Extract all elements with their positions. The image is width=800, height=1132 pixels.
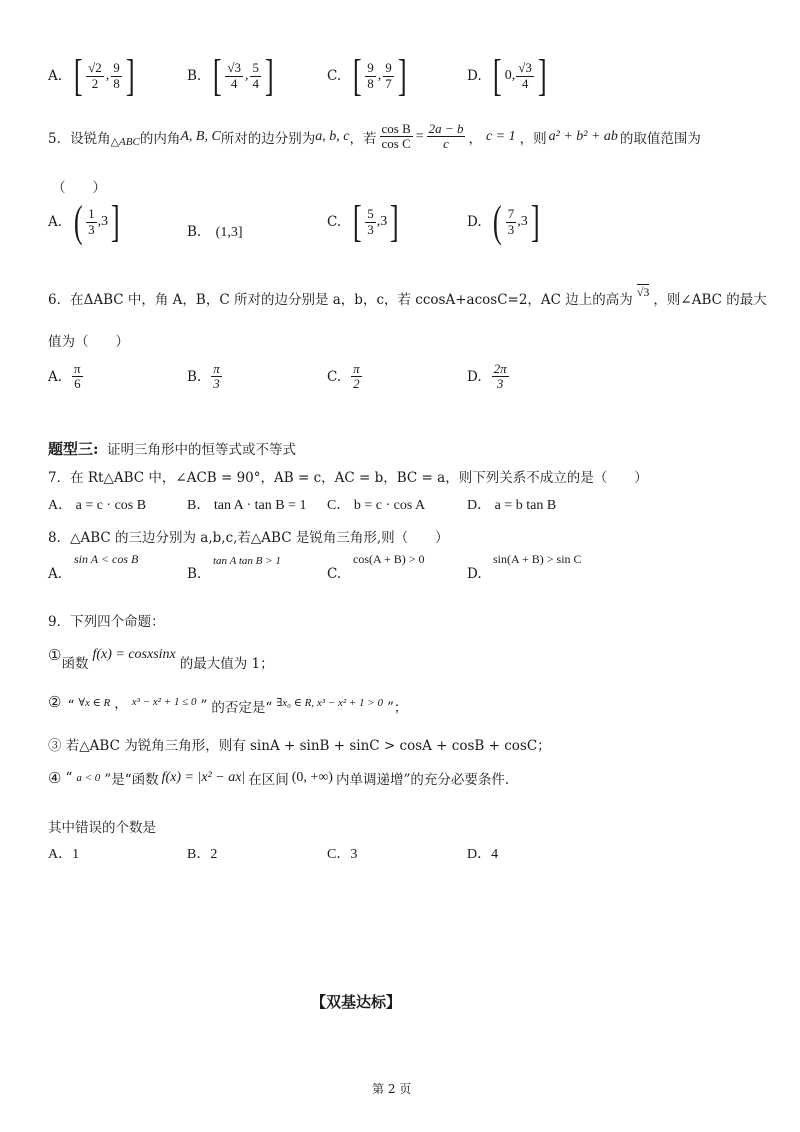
q4-option-b: B. [ $\frac{√3}{4}$ , $\frac{5}{4}$ ] (187, 51, 274, 100)
q9-proposition-2: ② “ ∀x ∈ R ， x³ − x² + 1 ≤ 0 ” 的否定是“ ∃x₀ ∈ R, x³ − x² + 1 > 0 ”； (48, 693, 408, 716)
q6-option-a: A. $\frac{\pi}{6}$ (48, 361, 81, 392)
q6-option-b: B. $\frac{\pi}{3}$ (187, 361, 220, 392)
q7-option-b: B． tan A · tan B = 1 (187, 498, 307, 513)
q9-option-a: A．1 (48, 847, 80, 862)
q8-stem: 8．△ABC 的三边分别为 a,b,c,若△ABC 是锐角三角形,则（ ） (48, 530, 449, 546)
q9-proposition-3: ③ 若△ABC 为锐角三角形，则有 sinA + sinB + sinC > cosA + cosB + cosC； (48, 738, 551, 754)
q9-proposition-1: ① 函数 f(x) = cosxsinx 的最大值为 1； (48, 646, 274, 672)
q5-option-d: D. ( $\frac{7}{3}$ ,3 ] (467, 197, 540, 246)
q5-paren: （ ） (52, 180, 106, 196)
q7-stem: 7．在 Rt△ABC 中，∠ACB = 90°，AB = c，AC = b，BC = a，则下列关系不成立的是（ ） (48, 470, 648, 486)
q5-option-a: A. ( $\frac{1}{3}$ ,3 ] (48, 197, 120, 246)
q4-option-a: A. [ $\frac{√2}{2}$ , $\frac{9}{8}$ ] (48, 51, 135, 100)
q9-option-b: B．2 (187, 847, 218, 862)
page-number: 第 2 页 (372, 1082, 412, 1096)
q4-option-d: D. [ 0, $\frac{√3}{4}$ ] (467, 51, 547, 100)
q7-option-c: C． b = c · cos A (327, 498, 426, 513)
section-3-heading: 题型三: 证明三角形中的恒等式或不等式 (48, 440, 296, 458)
q4-option-c: C. [ $\frac{9}{8}$ , $\frac{9}{7}$ ] (327, 51, 407, 100)
q6-option-c: C. $\frac{\pi}{2}$ (327, 361, 360, 392)
q5-option-b: B. (1,3] (187, 224, 243, 240)
q5-stem: 5．设锐角 △ABC 的内角 A, B, C 所对的边分别为 a, b, c ，若 $\frac{\text{cos B}}{\text{cos C}}$ = $\frac{2a - b}{c}$ ， c = 1 ，则 a² + b² + ab 的取值范围为 (48, 121, 701, 152)
section-dual-base-heading: 【双基达标】 (311, 993, 402, 1011)
q9-stem: 9．下列四个命题： (48, 614, 165, 630)
q9-tail: 其中错误的个数是 (48, 820, 156, 836)
q7-option-d: D． a = b tan B (467, 498, 557, 513)
q5-option-c: C. [ $\frac{5}{3}$ ,3 ] (327, 197, 399, 246)
q9-option-d: D．4 (467, 847, 499, 862)
q6-option-d: D. $\frac{2\pi}{3}$ (467, 361, 507, 392)
q6-line2: 值为（ ） (48, 334, 129, 350)
q7-option-a: A． a = c · cos B (48, 498, 147, 513)
q9-proposition-4: ④ “ a < 0 ”是“函数 f(x) = |x² − ax| 在区间 (0, +∞) 内单调递增”的充分必要条件. (48, 769, 510, 788)
q6-stem: 6．在ΔABC 中，角 A，B，C 所对的边分别是 a，b，c，若 ccosA+acosC=2，AC 边上的高为 √3 ，则∠ABC 的最大 (48, 285, 767, 308)
q9-option-c: C．3 (327, 847, 358, 862)
